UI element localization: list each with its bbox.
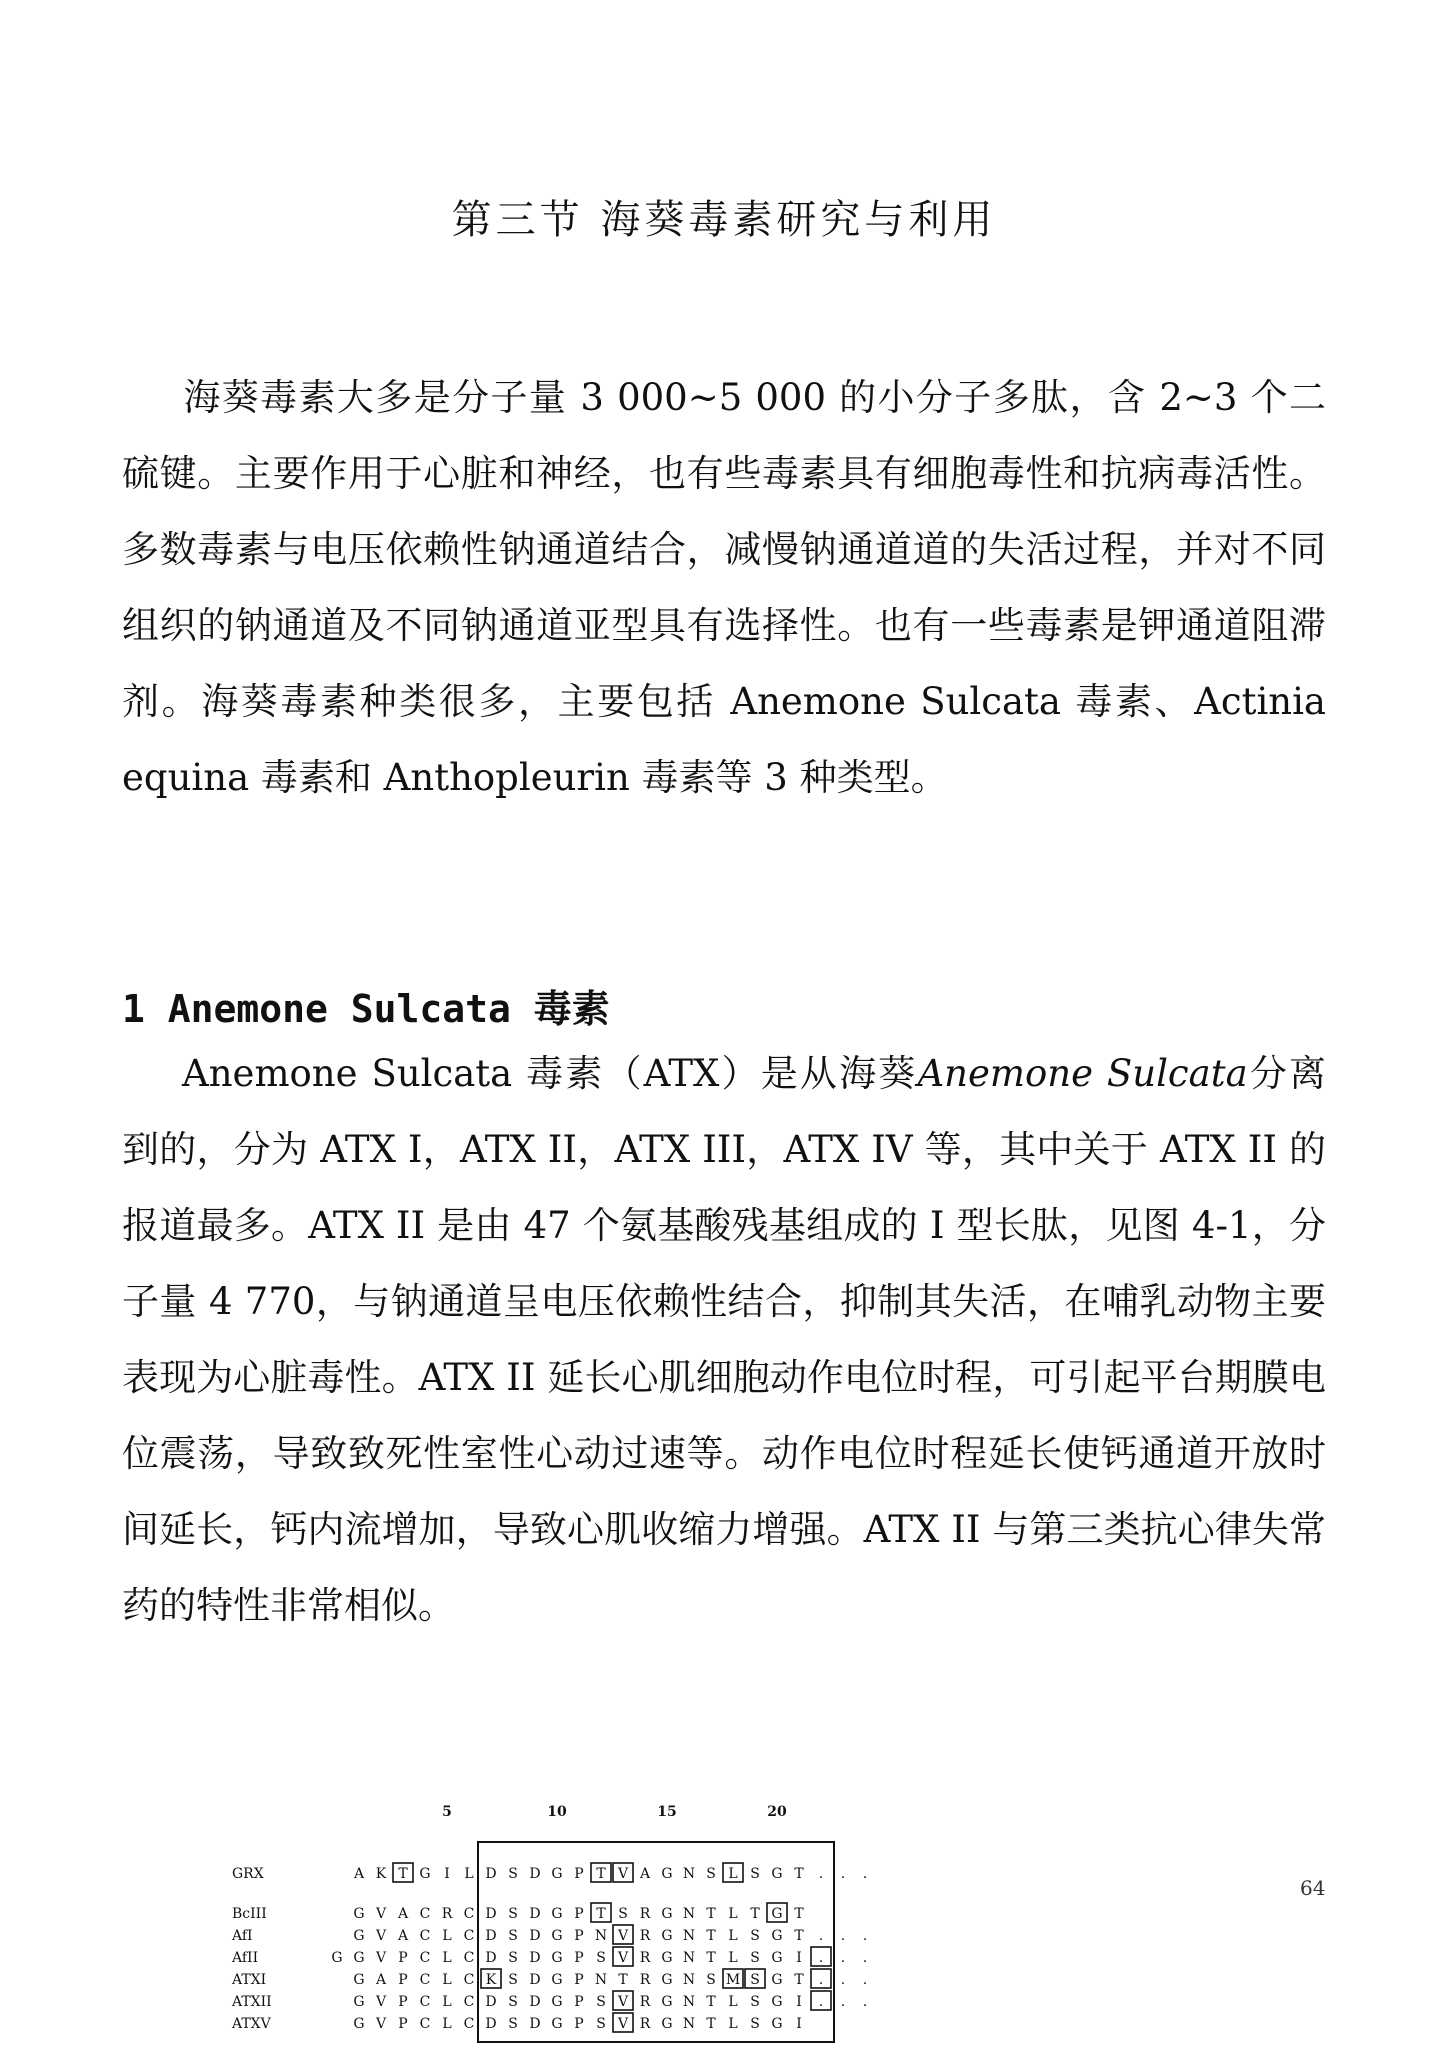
residue: A bbox=[397, 1906, 409, 1922]
residue: T bbox=[750, 1906, 760, 1922]
residue: P bbox=[574, 1928, 584, 1944]
residue: . bbox=[840, 1950, 846, 1966]
residue: P bbox=[574, 1906, 584, 1922]
residue: T bbox=[706, 1906, 716, 1922]
residue: V bbox=[617, 1928, 629, 1944]
residue: D bbox=[529, 1994, 541, 2010]
intro-paragraph bbox=[122, 360, 1326, 816]
residue: C bbox=[463, 1906, 475, 1922]
residue: T bbox=[794, 1866, 804, 1882]
residue: R bbox=[639, 1928, 651, 1944]
residue: L bbox=[728, 1906, 738, 1922]
residue: G bbox=[551, 1994, 563, 2010]
residue: T bbox=[794, 1906, 804, 1922]
residue: G bbox=[771, 1994, 783, 2010]
residue: A bbox=[353, 1866, 365, 1882]
residue: . bbox=[862, 1950, 868, 1966]
residue: T bbox=[596, 1866, 606, 1882]
residue: P bbox=[574, 1950, 584, 1966]
residue: G bbox=[771, 1866, 783, 1882]
residue: C bbox=[419, 1906, 431, 1922]
residue: N bbox=[682, 2016, 696, 2032]
residue: L bbox=[442, 1928, 452, 1944]
residue: L bbox=[442, 2016, 452, 2032]
sequence-alignment-figure bbox=[230, 1800, 1030, 2048]
residue: L bbox=[442, 1994, 452, 2010]
residue: . bbox=[818, 1994, 824, 2010]
residue: D bbox=[485, 1994, 497, 2010]
residue: L bbox=[728, 1950, 738, 1966]
residue: G bbox=[353, 1972, 365, 1988]
residue: T bbox=[706, 2016, 716, 2032]
residue: G bbox=[661, 1972, 673, 1988]
residue: G bbox=[661, 1994, 673, 2010]
residue: G bbox=[661, 1906, 673, 1922]
residue: R bbox=[639, 1972, 651, 1988]
residue: D bbox=[485, 1906, 497, 1922]
residue: S bbox=[750, 1950, 760, 1966]
residue: . bbox=[818, 1950, 824, 1966]
residue: . bbox=[862, 1994, 868, 2010]
residue: S bbox=[508, 2016, 518, 2032]
residue: . bbox=[840, 1972, 846, 1988]
residue: C bbox=[419, 1994, 431, 2010]
residue: S bbox=[750, 1972, 760, 1988]
residue: S bbox=[508, 1906, 518, 1922]
residue: G bbox=[551, 1928, 563, 1944]
residue: G bbox=[661, 1950, 673, 1966]
residue: D bbox=[485, 1928, 497, 1944]
residue: R bbox=[639, 1950, 651, 1966]
residue: T bbox=[618, 1972, 628, 1988]
residue: I bbox=[796, 1950, 802, 1966]
sequence-name: ATXV bbox=[232, 2016, 271, 2032]
residue: D bbox=[529, 1928, 541, 1944]
residue: C bbox=[419, 1950, 431, 1966]
intro-text: 海葵毒素大多是分子量 3 000~5 000 的小分子多肽，含 2~3 个二硫键。主要作用于心脏和神经，也有些毒素具有细胞毒性和抗病毒活性。多数毒素与电压依赖性钠通道结合，减慢钠通道道的失活过程，并对不同组织的钠通道及不同钠通道亚型具有选择性。也有一些毒素是钾通道阻滞剂。海葵毒素种类很多，主要包括 Anemone Sulcata 毒素、Actinia equina 毒素和 Anthopleurin 毒素等 3 种类型。 bbox=[122, 376, 1326, 799]
residue: D bbox=[485, 1950, 497, 1966]
residue: D bbox=[529, 1972, 541, 1988]
residue: G bbox=[551, 1866, 563, 1882]
residue: V bbox=[617, 1950, 629, 1966]
sequence-name: ATXI bbox=[232, 1972, 267, 1988]
residue: L bbox=[464, 1866, 474, 1882]
residue: V bbox=[375, 1906, 387, 1922]
residue: L bbox=[728, 1866, 738, 1882]
residue: P bbox=[574, 1866, 584, 1882]
residue: D bbox=[485, 2016, 497, 2032]
residue: S bbox=[596, 1994, 606, 2010]
residue: . bbox=[818, 1866, 824, 1882]
residue: G bbox=[551, 1906, 563, 1922]
page-title: 第三节 海葵毒素研究与利用 bbox=[451, 197, 997, 243]
residue: C bbox=[463, 1928, 475, 1944]
residue: S bbox=[508, 1972, 518, 1988]
position-label: 15 bbox=[657, 1804, 677, 1820]
residue: G bbox=[771, 1972, 783, 1988]
residue: S bbox=[508, 1950, 518, 1966]
residue: L bbox=[442, 1950, 452, 1966]
residue: D bbox=[485, 1866, 497, 1882]
residue: N bbox=[682, 1950, 696, 1966]
residue: N bbox=[682, 1906, 696, 1922]
residue: S bbox=[508, 1994, 518, 2010]
residue: . bbox=[862, 1928, 868, 1944]
residue: G bbox=[551, 2016, 563, 2032]
residue: G bbox=[353, 1994, 365, 2010]
sequence-name: AfI bbox=[232, 1928, 253, 1944]
residue: D bbox=[529, 1866, 541, 1882]
residue: G bbox=[353, 1928, 365, 1944]
residue: I bbox=[796, 2016, 802, 2032]
residue: S bbox=[750, 1928, 760, 1944]
residue: C bbox=[463, 2016, 475, 2032]
residue: N bbox=[682, 1972, 696, 1988]
residue: N bbox=[682, 1866, 696, 1882]
residue: D bbox=[529, 2016, 541, 2032]
residue: G bbox=[551, 1972, 563, 1988]
residue: . bbox=[818, 1972, 824, 1988]
sequence-name: GRX bbox=[232, 1866, 264, 1882]
residue: G bbox=[661, 1866, 673, 1882]
residue: P bbox=[398, 1950, 408, 1966]
residue: S bbox=[508, 1866, 518, 1882]
residue: D bbox=[529, 1906, 541, 1922]
residue: R bbox=[639, 2016, 651, 2032]
residue: G bbox=[353, 1906, 365, 1922]
residue: V bbox=[375, 2016, 387, 2032]
residue: K bbox=[375, 1866, 387, 1882]
residue: R bbox=[639, 1994, 651, 2010]
sequence-name: AfII bbox=[232, 1950, 259, 1966]
residue: N bbox=[682, 1928, 696, 1944]
residue: S bbox=[706, 1972, 716, 1988]
residue: S bbox=[750, 1994, 760, 2010]
residue: R bbox=[639, 1906, 651, 1922]
residue: . bbox=[840, 1928, 846, 1944]
sequence-name: BcIII bbox=[232, 1906, 267, 1922]
residue: S bbox=[596, 1950, 606, 1966]
residue: C bbox=[419, 1928, 431, 1944]
residue: . bbox=[862, 1972, 868, 1988]
section1-text-a: Anemone Sulcata 毒素（ATX）是从海葵 bbox=[182, 1052, 918, 1095]
residue: T bbox=[706, 1950, 716, 1966]
residue: . bbox=[840, 1866, 846, 1882]
residue: S bbox=[706, 1866, 716, 1882]
residue: K bbox=[485, 1972, 497, 1988]
species-name: Anemone Sulcata bbox=[917, 1052, 1248, 1095]
residue: V bbox=[617, 2016, 629, 2032]
residue: G bbox=[771, 1928, 783, 1944]
residue: G bbox=[771, 1906, 783, 1922]
residue: A bbox=[375, 1972, 387, 1988]
position-label: 10 bbox=[547, 1804, 567, 1820]
residue: . bbox=[862, 1866, 868, 1882]
residue: P bbox=[574, 1972, 584, 1988]
residue: . bbox=[840, 1994, 846, 2010]
page-number: 64 bbox=[1300, 1876, 1326, 1900]
residue: V bbox=[617, 1994, 629, 2010]
residue: T bbox=[794, 1972, 804, 1988]
residue: T bbox=[398, 1866, 408, 1882]
sequence-name: ATXII bbox=[232, 1994, 272, 2010]
residue: L bbox=[728, 2016, 738, 2032]
residue: P bbox=[398, 1972, 408, 1988]
residue: T bbox=[596, 1906, 606, 1922]
residue: I bbox=[444, 1866, 450, 1882]
residue: I bbox=[796, 1994, 802, 2010]
residue: . bbox=[818, 1928, 824, 1944]
residue: N bbox=[594, 1928, 608, 1944]
residue: A bbox=[397, 1928, 409, 1944]
residue: V bbox=[375, 1994, 387, 2010]
residue: P bbox=[398, 2016, 408, 2032]
position-label: 20 bbox=[767, 1804, 787, 1820]
residue: T bbox=[794, 1928, 804, 1944]
section1-paragraph bbox=[122, 1036, 1326, 1644]
residue: G bbox=[353, 1950, 365, 1966]
residue: G bbox=[353, 2016, 365, 2032]
residue: T bbox=[706, 1928, 716, 1944]
residue: R bbox=[441, 1906, 453, 1922]
residue: S bbox=[508, 1928, 518, 1944]
residue: M bbox=[725, 1972, 741, 1988]
residue: S bbox=[618, 1906, 628, 1922]
residue: V bbox=[617, 1866, 629, 1882]
residue: V bbox=[375, 1950, 387, 1966]
residue: N bbox=[682, 1994, 696, 2010]
residue: T bbox=[706, 1994, 716, 2010]
residue: G bbox=[551, 1950, 563, 1966]
section1-text-b: 分离到的，分为 ATX I，ATX II，ATX III，ATX IV 等，其中关于 ATX II 的报道最多。ATX II 是由 47 个氨基酸残基组成的 I 型长肽，见图 4-1，分子量 4 770，与钠通道呈电压依赖性结合，抑制其失活，在哺乳动物主要表现为心脏毒性。ATX II 延长心肌细胞动作电位时程，可引起平台期膜电位震荡，导致致死性室性心动过速等。动作电位时程延长使钙通道开放时间延长，钙内流增加，导致心肌收缩力增强。ATX II 与第三类抗心律失常药的特性非常相似。 bbox=[122, 1052, 1327, 1627]
residue: G bbox=[419, 1866, 431, 1882]
residue: V bbox=[375, 1928, 387, 1944]
residue: P bbox=[398, 1994, 408, 2010]
residue: L bbox=[728, 1928, 738, 1944]
residue: G bbox=[661, 1928, 673, 1944]
residue: S bbox=[750, 2016, 760, 2032]
residue: L bbox=[442, 1972, 452, 1988]
residue: C bbox=[463, 1950, 475, 1966]
residue: P bbox=[574, 2016, 584, 2032]
residue: C bbox=[419, 1972, 431, 1988]
residue: G bbox=[771, 1950, 783, 1966]
position-label: 5 bbox=[442, 1804, 452, 1820]
residue: A bbox=[639, 1866, 651, 1882]
residue: C bbox=[463, 1994, 475, 2010]
residue: D bbox=[529, 1950, 541, 1966]
section-heading: 1 Anemone Sulcata 毒素 bbox=[122, 987, 610, 1031]
residue: S bbox=[750, 1866, 760, 1882]
residue: C bbox=[419, 2016, 431, 2032]
residue: G bbox=[331, 1950, 343, 1966]
residue: N bbox=[594, 1972, 608, 1988]
residue: G bbox=[771, 2016, 783, 2032]
residue: P bbox=[574, 1994, 584, 2010]
residue: C bbox=[463, 1972, 475, 1988]
residue: S bbox=[596, 2016, 606, 2032]
residue: L bbox=[728, 1994, 738, 2010]
residue: G bbox=[661, 2016, 673, 2032]
